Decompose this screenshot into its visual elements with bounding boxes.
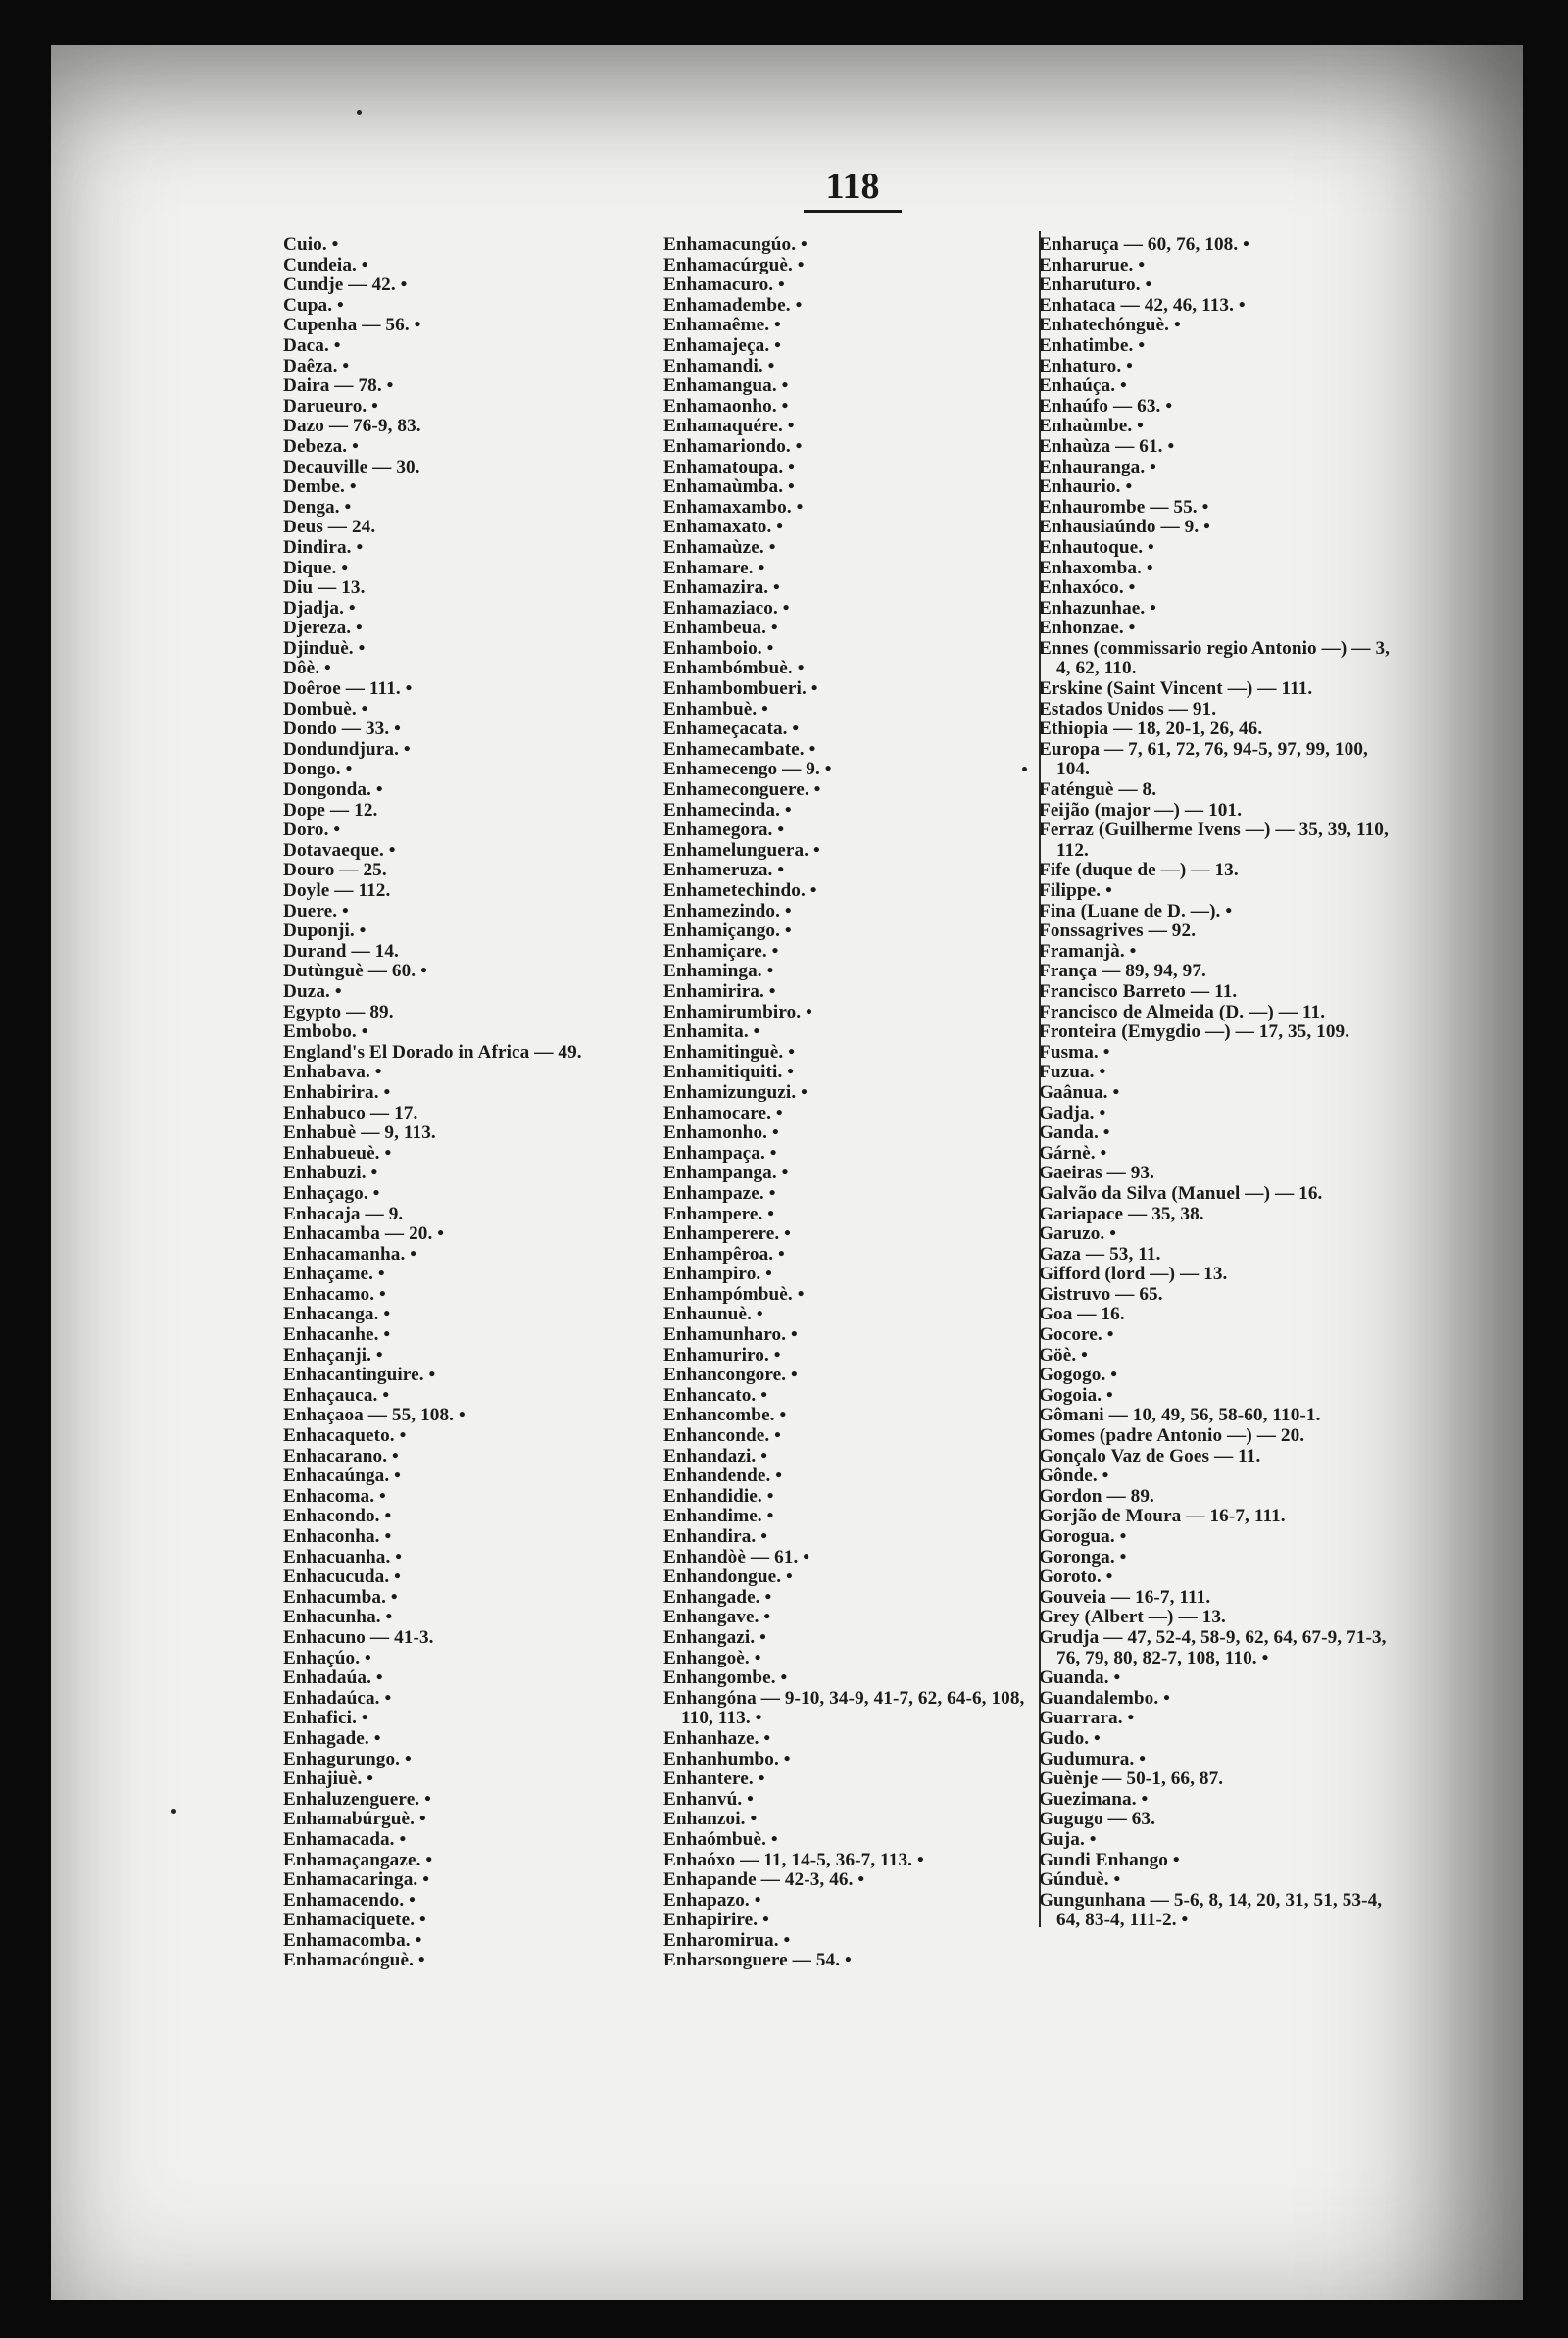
index-entry: Enhanhaze. • (663, 1727, 771, 1749)
index-entry: Fuzua. • (1039, 1062, 1106, 1083)
index-entry: Enhameçacata. • (663, 719, 800, 740)
index-entry: Enhacanga. • (283, 1304, 391, 1325)
index-entry: Enhaçaoa — 55, 108. • (283, 1405, 466, 1426)
index-entry: Fronteira (Emygdio —) — 17, 35, 109. (1039, 1021, 1350, 1043)
index-entry: Enhameconguere. • (663, 779, 821, 801)
index-entry: Enhamacomba. • (283, 1929, 422, 1951)
index-entry: Enhametechindo. • (663, 880, 817, 901)
index-entry: Enhamaziaco. • (663, 597, 790, 619)
index-entry: Enhaúça. • (1039, 375, 1127, 397)
index-entry: Durand — 14. (283, 940, 399, 962)
index-entry: Enhaóxo — 11, 14-5, 36-7, 113. • (663, 1849, 924, 1870)
index-entry: Enhaçúo. • (283, 1647, 371, 1668)
index-entry: Enhaçanji. • (283, 1344, 383, 1366)
index-entry: Enhamocare. • (663, 1102, 783, 1123)
index-entry: Doro. • (283, 820, 341, 841)
index-entry: Guarrara. • (1039, 1708, 1135, 1729)
index-entry: Enhabuzi. • (283, 1163, 378, 1184)
index-entry: Daca. • (283, 334, 341, 356)
index-entry: Enhacamba — 20. • (283, 1223, 445, 1245)
index-entry: Diu — 13. (283, 577, 366, 599)
index-entry: Enhaçauca. • (283, 1384, 390, 1406)
index-entry: Enharuturo. • (1039, 274, 1152, 296)
index-entry: Enhangóna — 9-10, 34-9, 41-7, 62, 64-6, 108, 110, 113. • (663, 1687, 1025, 1729)
index-entry: Gônde. • (1039, 1466, 1109, 1487)
index-entry: Fife (duque de —) — 13. (1039, 860, 1239, 881)
index-entry: Enhanvú. • (663, 1788, 754, 1810)
index-entry: Estados Unidos — 91. (1039, 698, 1217, 720)
index-entry: Enhagurungo. • (283, 1748, 412, 1769)
index-entry: Enhamaxambo. • (663, 496, 804, 518)
index-entry: Enhacuno — 41-3. (283, 1626, 434, 1648)
index-entry: Grey (Albert —) — 13. (1039, 1607, 1226, 1628)
index-entry: Ganda. • (1039, 1122, 1110, 1144)
index-entry: Gudo. • (1039, 1727, 1101, 1749)
index-entry: Gungunhana — 5-6, 8, 14, 20, 31, 51, 53-4, 64, 83-4, 111-2. • (1039, 1889, 1383, 1931)
index-entry: Guènje — 50-1, 66, 87. (1039, 1768, 1224, 1790)
index-entry: Enharurue. • (1039, 254, 1146, 275)
index-entry: Gariapace — 35, 38. (1039, 1203, 1204, 1224)
index-entry: Gistruvo — 65. (1039, 1283, 1163, 1305)
index-entry: Gárnè. • (1039, 1142, 1107, 1164)
index-entry: Gouveia — 16-7, 111. (1039, 1586, 1211, 1608)
index-entry: Enhatechónguè. • (1039, 315, 1181, 336)
index-entry: Enhausiaúndo — 9. • (1039, 517, 1210, 538)
index-entry: Ferraz (Guilherme Ivens —) — 35, 39, 110, 112. (1039, 820, 1389, 861)
index-entry: Enhamaùze. • (663, 536, 776, 558)
index-entry: Enhacantinguire. • (283, 1365, 436, 1386)
index-entry: Enhaxomba. • (1039, 557, 1153, 578)
index-entry: Dindira. • (283, 536, 364, 558)
index-entry: Goronga. • (1039, 1546, 1127, 1567)
index-entry: Enhambombueri. • (663, 678, 818, 700)
index-entry: Enhanconde. • (663, 1425, 781, 1447)
index-entry: Enhampaça. • (663, 1142, 777, 1164)
index-entry: Gaza — 53, 11. (1039, 1243, 1161, 1265)
index-entry: Enhacuanha. • (283, 1546, 403, 1567)
index-entry: Decauville — 30. (283, 456, 420, 477)
index-entry: Dondo — 33. • (283, 719, 401, 740)
index-entry: Enhaturo. • (1039, 355, 1133, 376)
index-entry: Enhamabúrguè. • (283, 1809, 426, 1830)
index-entry: Enhambuè. • (663, 698, 768, 720)
index-entry: Enhaxóco. • (1039, 577, 1136, 599)
index-entry: Enhamelunguera. • (663, 839, 820, 861)
index-entry: Darueuro. • (283, 395, 378, 417)
index-entry: Enhaùmbe. • (1039, 416, 1144, 437)
index-entry: Dongo. • (283, 759, 353, 780)
index-entry: Egypto — 89. (283, 1001, 394, 1022)
index-entry: Gugugo — 63. (1039, 1809, 1156, 1830)
index-entry: Fonssagrives — 92. (1039, 920, 1197, 942)
index-entry: Douro — 25. (283, 860, 387, 881)
index-entry: Enhonzae. • (1039, 618, 1136, 639)
index-entry: Enhatimbe. • (1039, 334, 1146, 356)
index-entry: Dutùnguè — 60. • (283, 961, 427, 982)
index-entry: Enhamacada. • (283, 1828, 407, 1850)
index-column-2 (663, 235, 1026, 1971)
index-entry: Enhapazo. • (663, 1889, 761, 1911)
index-entry: Debeza. • (283, 435, 359, 457)
index-entry: Enhamariondo. • (663, 435, 803, 457)
index-entry: Enhacaqueto. • (283, 1425, 407, 1447)
index-entry: Gifford (lord —) — 13. (1039, 1264, 1228, 1285)
index-entry: Guandalembo. • (1039, 1687, 1170, 1709)
index-entry: Enharomirua. • (663, 1929, 791, 1951)
index-entry: Gundi Enhango • (1039, 1849, 1180, 1870)
index-entry: Enhamaême. • (663, 315, 781, 336)
index-entry: Enhaminga. • (663, 961, 774, 982)
index-entry: Cupa. • (283, 294, 344, 316)
index-entry: Grudja — 47, 52-4, 58-9, 62, 64, 67-9, 71-3, 76, 79, 80, 82-7, 108, 110. • (1039, 1626, 1387, 1668)
index-entry: Gadja. • (1039, 1102, 1106, 1123)
index-entry: Gogoia. • (1039, 1384, 1113, 1406)
index-entry: Enhafici. • (283, 1708, 368, 1729)
index-entry: Enhamperere. • (663, 1223, 791, 1245)
index-entry: Feijão (major —) — 101. (1039, 799, 1243, 821)
index-entry: Francisco de Almeida (D. —) — 11. (1039, 1001, 1326, 1022)
index-entry: Gaeiras — 93. (1039, 1163, 1155, 1184)
index-entry: Enhancato. • (663, 1384, 768, 1406)
index-entry: Enhambómbuè. • (663, 658, 805, 679)
index-entry: Enhacaúnga. • (283, 1466, 401, 1487)
index-entry: Faténguè — 8. (1039, 779, 1157, 801)
index-entry: Enhamandi. • (663, 355, 775, 376)
index-entry: Enhandazi. • (663, 1445, 768, 1467)
index-entry: Enhamazira. • (663, 577, 780, 599)
index-entry: Gordon — 89. (1039, 1485, 1154, 1507)
index-entry: Enhamadembe. • (663, 294, 803, 316)
index-entry: Enhautoque. • (1039, 536, 1154, 558)
index-entry: Enhantere. • (663, 1768, 765, 1790)
index-entry: Göè. • (1039, 1344, 1088, 1366)
index-entry: Enhauranga. • (1039, 456, 1156, 477)
index-entry: Djereza. • (283, 618, 363, 639)
index-entry: Gorogua. • (1039, 1526, 1127, 1547)
index-entry: Enhajiuè. • (283, 1768, 374, 1790)
index-entry: Enhamecinda. • (663, 799, 792, 821)
index-entry: Enhamaquére. • (663, 416, 795, 437)
index-entry: Enhamacaringa. • (283, 1869, 430, 1891)
index-column-1 (283, 235, 695, 1971)
index-entry: Enhataca — 42, 46, 113. • (1039, 294, 1246, 316)
index-entry: Enhandidie. • (663, 1485, 774, 1507)
index-entry: Ennes (commissario regio Antonio —) — 3, 4, 62, 110. (1039, 637, 1391, 679)
index-entry: Enhamajeça. • (663, 334, 781, 356)
index-entry: Enharsonguere — 54. • (663, 1950, 852, 1971)
index-entry: Enhamaonho. • (663, 395, 789, 417)
index-entry: Enhampanga. • (663, 1163, 789, 1184)
index-entry: Dombuè. • (283, 698, 368, 720)
index-entry: Enhabuco — 17. (283, 1102, 418, 1123)
index-entry: Enhamizunguzi. • (663, 1081, 808, 1103)
index-entry: Enhabava. • (283, 1062, 382, 1083)
index-entry: Enhapande — 42-3, 46. • (663, 1869, 865, 1891)
index-entry: Goa — 16. (1039, 1304, 1125, 1325)
index-entry: Enhacumba. • (283, 1586, 398, 1608)
index-entry: Enhancombe. • (663, 1405, 787, 1426)
index-entry: Enhamare. • (663, 557, 765, 578)
index-entry: Gogogo. • (1039, 1365, 1118, 1386)
index-entry: Enhacucuda. • (283, 1567, 401, 1588)
index-column-3 (1039, 235, 1392, 1931)
index-entry: Enhamita. • (663, 1021, 760, 1043)
index-entry: Dazo — 76-9, 83. (283, 416, 421, 437)
index-entry: Enhampómbuè. • (663, 1283, 805, 1305)
index-entry: Enhabuè — 9, 113. (283, 1122, 436, 1144)
index-entry: Framanjà. • (1039, 940, 1137, 962)
index-entry: Doêroe — 111. • (283, 678, 413, 700)
index-entry: Djadja. • (283, 597, 356, 619)
index-entry: Dotavaeque. • (283, 839, 396, 861)
index-entry: England's El Dorado in Africa — 49. (283, 1041, 582, 1063)
page-number: 118 (804, 165, 902, 213)
index-entry: Enhamirumbiro. • (663, 1001, 812, 1022)
index-entry: Gúnduè. • (1039, 1869, 1121, 1891)
index-entry: Enhanzoi. • (663, 1809, 758, 1830)
index-entry: Enhazunhae. • (1039, 597, 1156, 619)
index-entry: Enhameruza. • (663, 860, 785, 881)
index-entry: Enhamaciquete. • (283, 1910, 426, 1931)
index-entry: Enhaùza — 61. • (1039, 435, 1175, 457)
index-entry: Dembe. • (283, 476, 357, 498)
index-entry: Enhaçame. • (283, 1264, 385, 1285)
index-entry: Enhaluzenguere. • (283, 1788, 431, 1810)
index-entry: Enhamaçangaze. • (283, 1849, 433, 1870)
index-entry: Duponji. • (283, 920, 367, 942)
index-entry: Enhamecambate. • (663, 738, 816, 760)
index-entry: Gocore. • (1039, 1324, 1114, 1346)
index-entry: França — 89, 94, 97. (1039, 961, 1206, 982)
index-entry: Enhamirira. • (663, 980, 776, 1002)
index-entry: Gudumura. • (1039, 1748, 1147, 1769)
index-entry: Enhapirire. • (663, 1910, 769, 1931)
index-entry: Enhamboio. • (663, 637, 774, 659)
index-entry: Djinduè. • (283, 637, 366, 659)
index-entry: Denga. • (283, 496, 352, 518)
index-entry: Fusma. • (1039, 1041, 1110, 1063)
index-entry: Dôè. • (283, 658, 331, 679)
index-entry: Enhandende. • (663, 1466, 783, 1487)
index-entry: Garuzo. • (1039, 1223, 1117, 1245)
index-entry: Enhamacungúo. • (663, 234, 808, 255)
index-entry: Europa — 7, 61, 72, 76, 94-5, 97, 99, 100, 104. (1039, 738, 1368, 780)
index-entry: Enhaunuè. • (663, 1304, 763, 1325)
index-entry: Daêza. • (283, 355, 350, 376)
index-entry: Dope — 12. (283, 799, 378, 821)
index-entry: Enhandime. • (663, 1506, 774, 1527)
index-entry: Enhaçago. • (283, 1182, 380, 1204)
index-entry: Guanda. • (1039, 1667, 1121, 1689)
index-entry: Enhabueuè. • (283, 1142, 392, 1164)
index-entry: Fina (Luane de D. —). • (1039, 900, 1233, 921)
index-entry: Enhamiçare. • (663, 940, 779, 962)
index-entry: Enhabirira. • (283, 1081, 391, 1103)
index-entry: Francisco Barreto — 11. (1039, 980, 1238, 1002)
index-entry: Enhadaúca. • (283, 1687, 392, 1709)
index-entry: Gômani — 10, 49, 56, 58-60, 110-1. (1039, 1405, 1321, 1426)
index-entry: Enhamacuro. • (663, 274, 785, 296)
index-entry: Enhamegora. • (663, 820, 785, 841)
index-entry: Galvão da Silva (Manuel —) — 16. (1039, 1182, 1323, 1204)
index-entry: Enhamonho. • (663, 1122, 779, 1144)
index-entry: Enhacamo. • (283, 1283, 386, 1305)
index-entry: Enhamitiquiti. • (663, 1062, 795, 1083)
index-entry: Enhancongore. • (663, 1365, 798, 1386)
index-entry: Enhamuriro. • (663, 1344, 781, 1366)
index-entry: Enhandòè — 61. • (663, 1546, 810, 1567)
index-entry: Enhaúfo — 63. • (1039, 395, 1173, 417)
index-entry: Enhampiro. • (663, 1264, 772, 1285)
index-entry: Dongonda. • (283, 779, 383, 801)
index-entry: Cundje — 42. • (283, 274, 408, 296)
index-entry: Embobo. • (283, 1021, 368, 1043)
index-entry: Enhamezindo. • (663, 900, 792, 921)
index-entry: Enhamunharo. • (663, 1324, 798, 1346)
index-entry: Enhangave. • (663, 1607, 771, 1628)
index-entry: Enhacamanha. • (283, 1243, 417, 1265)
index-entry: Cuio. • (283, 234, 339, 255)
index-entry: Enhandongue. • (663, 1567, 793, 1588)
index-entry: Gonçalo Vaz de Goes — 11. (1039, 1445, 1261, 1467)
index-entry: Goroto. • (1039, 1567, 1113, 1588)
index-entry: Enhacunha. • (283, 1607, 393, 1628)
index-entry: Enhamiçango. • (663, 920, 792, 942)
speck (357, 110, 362, 115)
index-entry: Enhangoè. • (663, 1647, 761, 1668)
index-entry: Enhandira. • (663, 1526, 768, 1547)
index-entry: Gorjão de Moura — 16-7, 111. (1039, 1506, 1286, 1527)
index-entry: Enhacoma. • (283, 1485, 386, 1507)
index-entry: Enhamitinguè. • (663, 1041, 796, 1063)
index-entry: Doyle — 112. (283, 880, 391, 901)
index-entry: Enhaurio. • (1039, 476, 1133, 498)
index-entry: Enharuça — 60, 76, 108. • (1039, 234, 1250, 255)
index-entry: Guja. • (1039, 1828, 1097, 1850)
index-entry: Enhampêroa. • (663, 1243, 785, 1265)
index-entry: Cupenha — 56. • (283, 315, 421, 336)
index-entry: Dique. • (283, 557, 349, 578)
index-entry: Gaânua. • (1039, 1081, 1120, 1103)
index-entry: Duza. • (283, 980, 342, 1002)
index-entry: Enhangombe. • (663, 1667, 788, 1689)
index-entry: Erskine (Saint Vincent —) — 111. (1039, 678, 1313, 700)
index-entry: Enhagade. • (283, 1727, 381, 1749)
index-entry: Enhacondo. • (283, 1506, 392, 1527)
index-entry: Guezimana. • (1039, 1788, 1149, 1810)
index-entry: Enhamecengo — 9. • (663, 759, 832, 780)
index-entry: Enhaurombe — 55. • (1039, 496, 1209, 518)
index-entry: Enhamaxato. • (663, 517, 784, 538)
index-entry: Enhangade. • (663, 1586, 772, 1608)
index-entry: Filippe. • (1039, 880, 1112, 901)
index-entry: Enhampaze. • (663, 1182, 776, 1204)
index-entry: Enhangazi. • (663, 1626, 766, 1648)
index-entry: Enhambeua. • (663, 618, 778, 639)
index-entry: Deus — 24. (283, 517, 376, 538)
index-entry: Enhamaùmba. • (663, 476, 795, 498)
index-entry: Dondundjura. • (283, 738, 411, 760)
index-entry: Enhamangua. • (663, 375, 789, 397)
index-entry: Enhadaúa. • (283, 1667, 383, 1689)
speck (172, 1809, 176, 1814)
index-entry: Enhacanhe. • (283, 1324, 391, 1346)
index-entry: Duere. • (283, 900, 349, 921)
index-entry: Enhamatoupa. • (663, 456, 795, 477)
index-entry: Ethiopia — 18, 20-1, 26, 46. (1039, 719, 1263, 740)
index-entry: Enhamacúrguè. • (663, 254, 805, 275)
index-entry: Enhamacónguè. • (283, 1950, 425, 1971)
index-entry: Enhampere. • (663, 1203, 775, 1224)
index-entry: Enhacaja — 9. (283, 1203, 404, 1224)
index-entry: Enhanhumbo. • (663, 1748, 791, 1769)
index-entry: Enhaómbuè. • (663, 1828, 778, 1850)
index-entry: Cundeia. • (283, 254, 368, 275)
index-entry: Gomes (padre Antonio —) — 20. (1039, 1425, 1305, 1447)
index-entry: Enhaconha. • (283, 1526, 392, 1547)
index-entry: Enhacarano. • (283, 1445, 399, 1467)
index-entry: Enhamacendo. • (283, 1889, 416, 1911)
index-entry: Daira — 78. • (283, 375, 394, 397)
